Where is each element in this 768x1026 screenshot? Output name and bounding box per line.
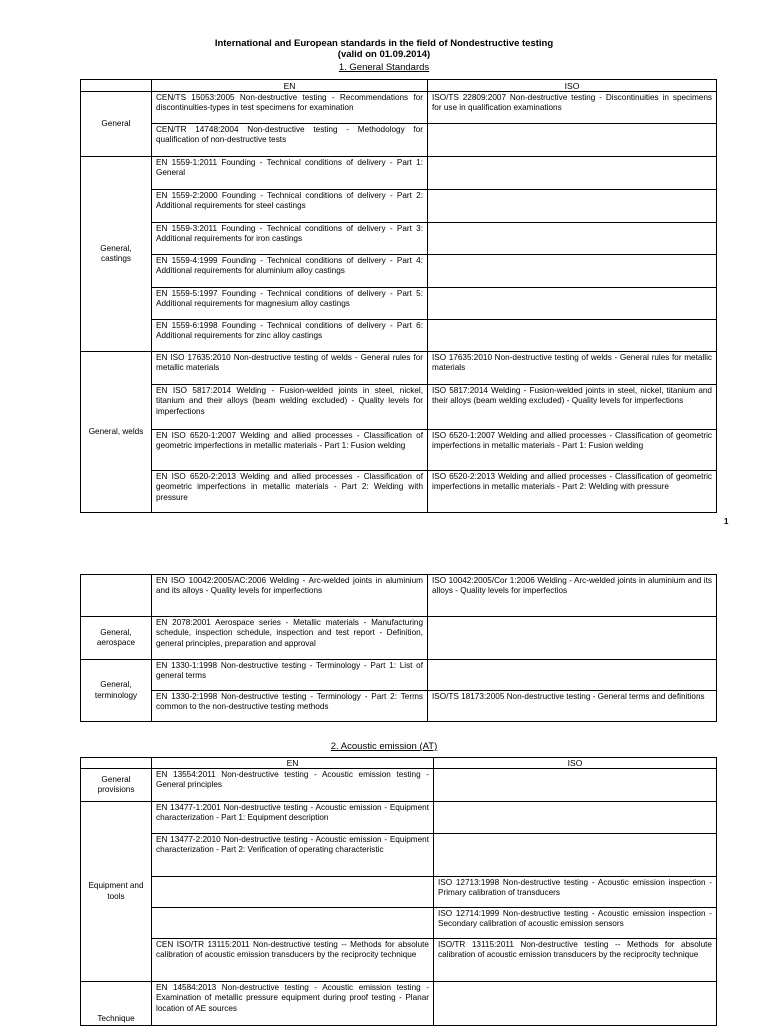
en-standard: CEN/TR 14748:2004 Non-destructive testing - Methodology for qualification of non-destructive tests [152,124,428,157]
en-standard: EN 1559-4:1999 Founding - Technical conditions of delivery - Part 4: Additional requirements for aluminium alloy castings [152,255,428,288]
en-standard: EN ISO 10042:2005/AC:2006 Welding - Arc-welded joints in aluminium and its alloys - Quality levels for imperfections [152,575,428,617]
en-standard: EN ISO 6520-2:2013 Welding and allied processes - Classification of geometric imperfections in metallic materials - Part 2: Welding with pressure [152,471,428,513]
en-standard: EN 1559-2:2000 Founding - Technical conditions of delivery - Part 2: Additional requirements for steel castings [152,190,428,223]
en-standard: EN 1330-1:1998 Non-destructive testing - Terminology - Part 1: List of general terms [152,660,428,691]
iso-standard-empty [428,157,717,190]
category-general: General [81,92,152,157]
section1-title: 1. General Standards [338,62,430,73]
section2-title: 2. Acoustic emission (AT) [330,741,438,752]
en-standard: EN ISO 5817:2014 Welding - Fusion-welded joints in steel, nickel, titanium and their alloys (beam welding excluded) - Quality levels for imperfections [152,385,428,430]
iso-standard: ISO 6520-2:2013 Welding and allied processes - Classification of geometric imperfections in metallic materials - Part 2: Welding with pressure [428,471,717,513]
iso-standard-empty [434,834,717,877]
header-en: EN [152,80,428,92]
header-en: EN [152,758,434,769]
category-general-welds: General, welds [81,352,152,513]
en-standard: EN 13554:2011 Non-destructive testing - Acoustic emission testing - General principles [152,769,434,802]
en-standard: EN 1559-5:1997 Founding - Technical conditions of delivery - Part 5: Additional requirements for magnesium alloy castings [152,288,428,320]
en-standard: EN 1559-1:2011 Founding - Technical conditions of delivery - Part 1: General [152,157,428,190]
iso-standard-empty [428,255,717,288]
iso-standard-empty [428,660,717,691]
iso-standard-empty [434,982,717,1026]
category-general-aerospace: General, aerospace [81,617,152,660]
en-standard: CEN/TS 15053:2005 Non-destructive testing - Recommendations for discontinuities-types in test specimens for examination [152,92,428,124]
category-equipment-and-tools: Equipment and tools [81,802,152,982]
header-iso: ISO [434,758,717,769]
en-standard: EN 1330-2:1998 Non-destructive testing - Terminology - Part 2: Terms common to the non-destructive testing methods [152,691,428,722]
page-number: 1 [724,517,729,526]
iso-standard-empty [434,802,717,834]
iso-standard-empty [428,288,717,320]
document-title-line1: International and European standards in the field of Nondestructive testing [214,38,554,49]
iso-standard-empty [428,320,717,352]
iso-standard-empty [428,223,717,255]
en-standard: EN ISO 6520-1:2007 Welding and allied processes - Classification of geometric imperfections in metallic materials - Part 1: Fusion welding [152,430,428,471]
en-standard: EN 1559-3:2011 Founding - Technical conditions of delivery - Part 3: Additional requirements for iron castings [152,223,428,255]
section1-table [80,79,717,513]
iso-standard-empty [428,190,717,223]
iso-standard: ISO 6520-1:2007 Welding and allied processes - Classification of geometric imperfections in metallic materials - Part 1: Fusion welding [428,430,717,471]
iso-standard-empty [428,617,717,660]
en-standard: EN 2078:2001 Aerospace series - Metallic materials - Manufacturing schedule, inspection schedule, inspection and test report - Definition, general principles, preparation and approval [152,617,428,660]
en-standard: EN ISO 17635:2010 Non-destructive testing of welds - General rules for metallic materials [152,352,428,385]
en-standard: EN 13477-1:2001 Non-destructive testing - Acoustic emission - Equipment characterization - Part 1: Equipment description [152,802,434,834]
iso-standard: ISO/TS 18173:2005 Non-destructive testing - General terms and definitions [428,691,717,722]
iso-standard-empty [428,124,717,157]
en-standard-empty [152,908,434,939]
category-technique: Technique [81,982,152,1026]
section1-continued-table [80,574,717,722]
header-iso: ISO [428,80,717,92]
category-empty [81,575,152,617]
en-standard: CEN ISO/TR 13115:2011 Non-destructive testing -- Methods for absolute calibration of acoustic emission transducers by the reciprocity technique [152,939,434,982]
category-general-castings: General, castings [81,157,152,352]
iso-standard: ISO 10042:2005/Cor 1:2006 Welding - Arc-welded joints in aluminium and its alloys - Quality levels for imperfectios [428,575,717,617]
iso-standard: ISO 12713:1998 Non-destructive testing - Acoustic emission inspection - Primary calibration of transducers [434,877,717,908]
iso-standard: ISO 12714:1999 Non-destructive testing - Acoustic emission inspection - Secondary calibration of acoustic emission sensors [434,908,717,939]
section2-table [80,757,717,1026]
category-general-terminology: General, terminology [81,660,152,722]
iso-standard: ISO 17635:2010 Non-destructive testing of welds - General rules for metallic materials [428,352,717,385]
iso-standard: ISO 5817:2014 Welding - Fusion-welded joints in steel, nickel, titanium and their alloys (beam welding excluded) - Quality levels for imperfections [428,385,717,430]
header-corner [81,758,152,769]
en-standard: EN 1559-6:1998 Founding - Technical conditions of delivery - Part 6: Additional requirements for zinc alloy castings [152,320,428,352]
document-title-line2: (valid on 01.09.2014) [337,49,431,60]
en-standard: EN 14584:2013 Non-destructive testing - Acoustic emission testing - Examination of metallic pressure equipment during proof testing - Planar location of AE sources [152,982,434,1026]
iso-standard-empty [434,769,717,802]
en-standard: EN 13477-2:2010 Non-destructive testing - Acoustic emission - Equipment characterization - Part 2: Verification of operating characteristic [152,834,434,877]
category-general-provisions: General provisions [81,769,152,802]
iso-standard: ISO/TR 13115:2011 Non-destructive testing -- Methods for absolute calibration of acoustic emission transducers by the reciprocity technique [434,939,717,982]
iso-standard: ISO/TS 22809:2007 Non-destructive testing - Discontinuities in specimens for use in qualification examinations [428,92,717,124]
en-standard-empty [152,877,434,908]
header-corner [81,80,152,92]
